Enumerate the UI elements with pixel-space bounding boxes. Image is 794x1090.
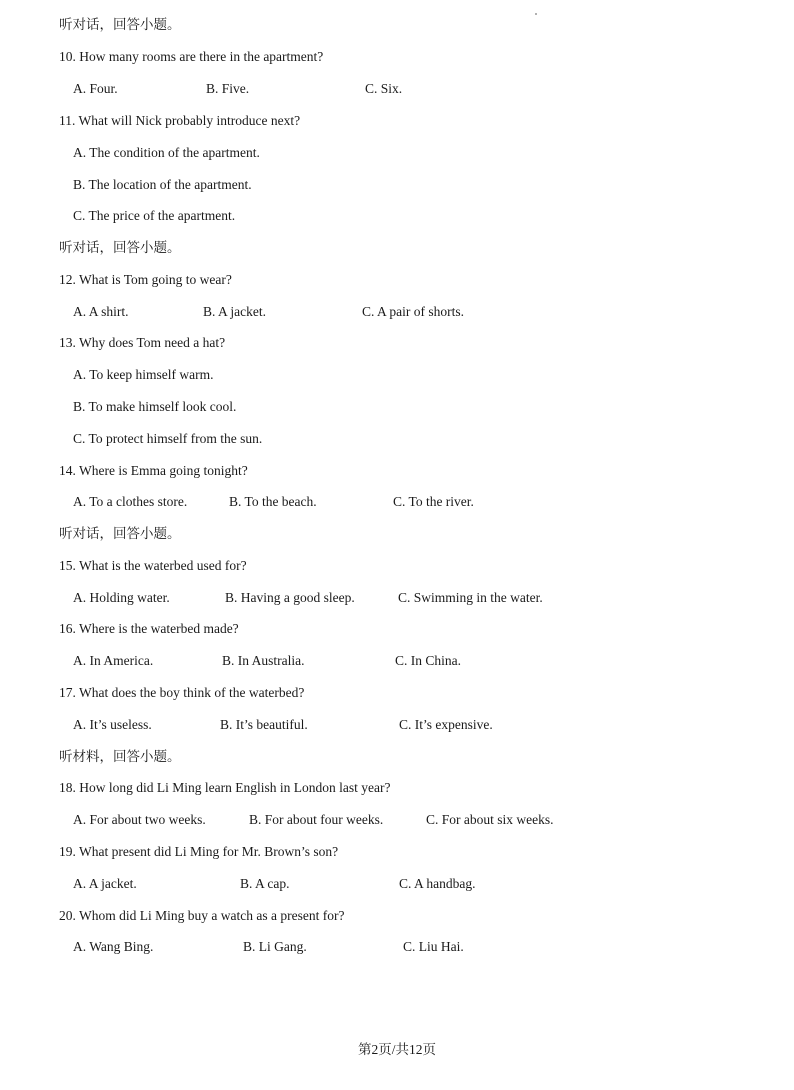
option-15a: A. Holding water.	[73, 590, 170, 605]
question-19: 19. What present did Li Ming for Mr. Brown’s son?	[59, 844, 339, 859]
option-10a: A. Four.	[73, 81, 118, 96]
option-14a: A. To a clothes store.	[73, 494, 188, 509]
question-18: 18. How long did Li Ming learn English in London last year?	[59, 780, 391, 795]
option-13a: A. To keep himself warm.	[73, 367, 214, 382]
option-11c: C. The price of the apartment.	[73, 208, 236, 223]
option-18c: C. For about six weeks.	[426, 812, 554, 827]
section-instruction: 听材料，回答小题。	[59, 749, 181, 764]
question-10: 10. How many rooms are there in the apartment?	[59, 49, 324, 64]
option-19a: A. A jacket.	[73, 876, 137, 891]
scan-speck	[535, 13, 537, 15]
option-15b: B. Having a good sleep.	[225, 590, 355, 605]
question-12: 12. What is Tom going to wear?	[59, 272, 232, 287]
option-18a: A. For about two weeks.	[73, 812, 206, 827]
option-11a: A. The condition of the apartment.	[73, 145, 260, 160]
option-20a: A. Wang Bing.	[73, 939, 154, 954]
section-instruction: 听对话，回答小题。	[59, 17, 181, 32]
option-17c: C. It’s expensive.	[399, 717, 493, 732]
option-20b: B. Li Gang.	[243, 939, 307, 954]
option-16b: B. In Australia.	[222, 653, 305, 668]
option-14b: B. To the beach.	[229, 494, 317, 509]
question-17: 17. What does the boy think of the waterbed?	[59, 685, 305, 700]
question-15: 15. What is the waterbed used for?	[59, 558, 247, 573]
option-19c: C. A handbag.	[399, 876, 476, 891]
option-16c: C. In China.	[395, 653, 461, 668]
option-17a: A. It’s useless.	[73, 717, 152, 732]
question-11: 11. What will Nick probably introduce next?	[59, 113, 301, 128]
option-15c: C. Swimming in the water.	[398, 590, 543, 605]
option-13b: B. To make himself look cool.	[73, 399, 237, 414]
option-13c: C. To protect himself from the sun.	[73, 431, 263, 446]
option-12c: C. A pair of shorts.	[362, 304, 465, 319]
option-16a: A. In America.	[73, 653, 154, 668]
question-14: 14. Where is Emma going tonight?	[59, 463, 248, 478]
option-12b: B. A jacket.	[203, 304, 266, 319]
option-10b: B. Five.	[206, 81, 250, 96]
option-20c: C. Liu Hai.	[403, 939, 464, 954]
option-10c: C. Six.	[365, 81, 403, 96]
option-14c: C. To the river.	[393, 494, 474, 509]
page-number: 第2页/共12页	[357, 1042, 436, 1057]
option-19b: B. A cap.	[240, 876, 290, 891]
question-16: 16. Where is the waterbed made?	[59, 621, 239, 636]
question-13: 13. Why does Tom need a hat?	[59, 335, 226, 350]
option-11b: B. The location of the apartment.	[73, 177, 252, 192]
option-18b: B. For about four weeks.	[249, 812, 384, 827]
section-instruction: 听对话，回答小题。	[59, 526, 181, 541]
option-17b: B. It’s beautiful.	[220, 717, 308, 732]
option-12a: A. A shirt.	[73, 304, 129, 319]
section-instruction: 听对话，回答小题。	[59, 240, 181, 255]
question-20: 20. Whom did Li Ming buy a watch as a present for?	[59, 908, 345, 923]
